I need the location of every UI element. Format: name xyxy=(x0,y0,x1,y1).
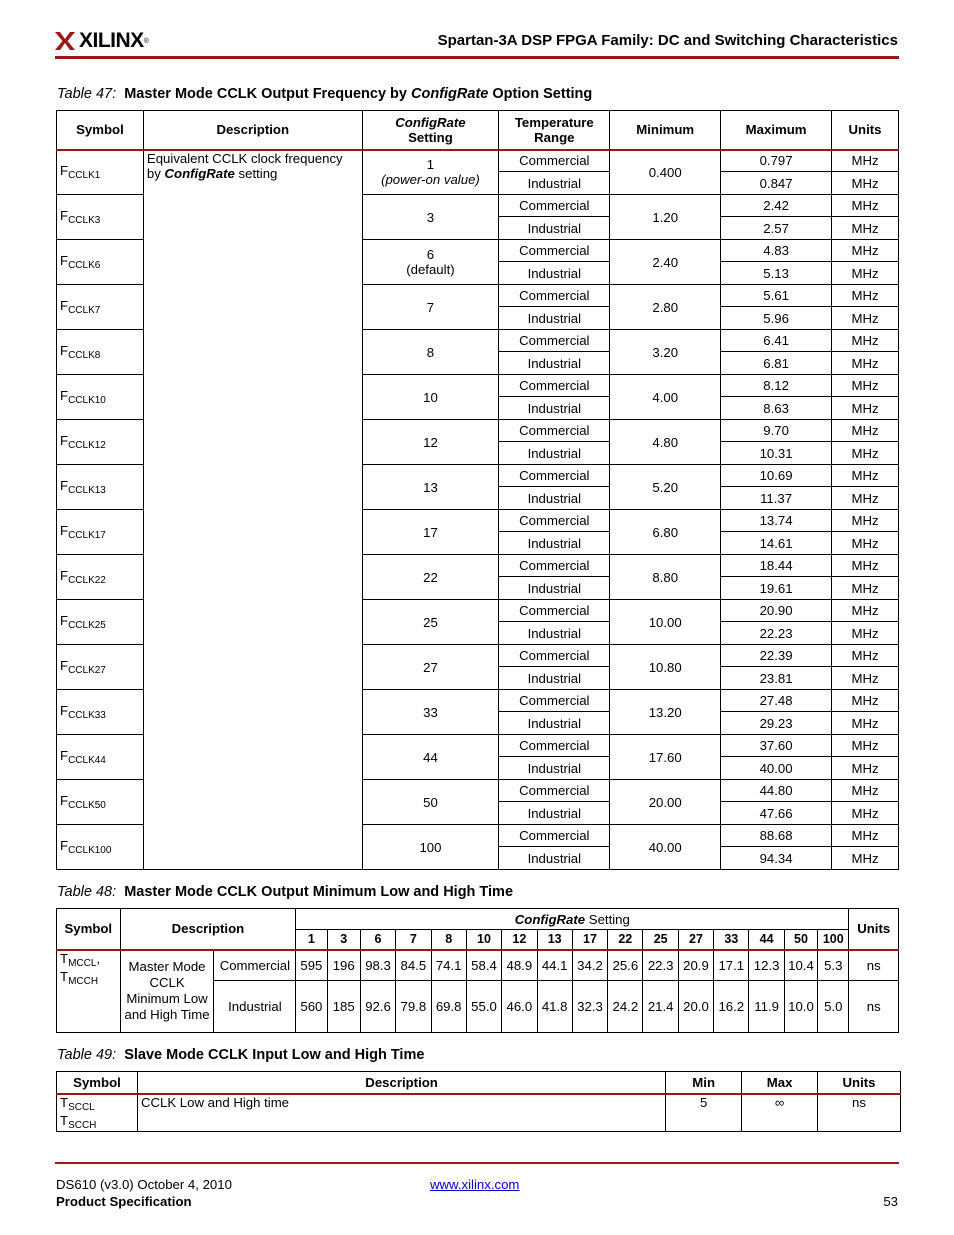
t47-maximum-commercial: 0.797 xyxy=(721,150,832,172)
t47-maximum-commercial: 22.39 xyxy=(721,645,832,667)
t47-symbol: $F_{CCLK44}$ xyxy=(57,735,144,780)
t47-configrate: 44 xyxy=(362,735,499,780)
t47-units: MHz xyxy=(832,420,899,442)
t47-units: MHz xyxy=(832,780,899,802)
table49-caption xyxy=(57,1047,424,1063)
t48-value-commercial: 44.1 xyxy=(537,950,572,981)
t47-temp-industrial: Industrial xyxy=(499,757,610,780)
table48 xyxy=(56,908,899,1033)
t47-units: MHz xyxy=(832,285,899,307)
t47-temp-commercial: Commercial xyxy=(499,420,610,442)
t47-symbol: $F_{CCLK100}$ xyxy=(57,825,144,870)
t48-header-setting: 44 xyxy=(749,930,784,950)
t47-temp-industrial: Industrial xyxy=(499,307,610,330)
t47-symbol: $F_{CCLK27}$ xyxy=(57,645,144,690)
t47-maximum-industrial: 8.63 xyxy=(721,397,832,420)
t47-description: Equivalent CCLK clock frequency by ConfigRate setting xyxy=(143,150,362,870)
t47-units: MHz xyxy=(832,690,899,712)
page-number: 53 xyxy=(883,1194,898,1209)
t48-value-commercial: 34.2 xyxy=(572,950,607,981)
t47-maximum-commercial: 20.90 xyxy=(721,600,832,622)
t47-units: MHz xyxy=(832,487,899,510)
t48-header-setting: 3 xyxy=(327,930,360,950)
t49-header-units: Units xyxy=(818,1072,901,1094)
t48-value-industrial: 46.0 xyxy=(502,981,537,1033)
table-row xyxy=(57,950,899,981)
t47-maximum-industrial: 5.13 xyxy=(721,262,832,285)
t48-header-setting: 50 xyxy=(784,930,817,950)
t48-value-industrial: 92.6 xyxy=(360,981,395,1033)
t47-temp-commercial: Commercial xyxy=(499,735,610,757)
t47-maximum-industrial: 22.23 xyxy=(721,622,832,645)
t47-minimum: 20.00 xyxy=(610,780,721,825)
t47-temp-commercial: Commercial xyxy=(499,825,610,847)
table48-caption xyxy=(57,884,513,900)
t47-configrate: 13 xyxy=(362,465,499,510)
t47-maximum-commercial: 5.61 xyxy=(721,285,832,307)
t47-configrate: 8 xyxy=(362,330,499,375)
t48-header-setting: 100 xyxy=(818,930,849,950)
t47-maximum-industrial: 29.23 xyxy=(721,712,832,735)
t47-header-temperature: Temperature Range xyxy=(499,111,610,150)
t47-units: MHz xyxy=(832,645,899,667)
t47-temp-industrial: Industrial xyxy=(499,442,610,465)
t47-temp-industrial: Industrial xyxy=(499,532,610,555)
t47-minimum: 6.80 xyxy=(610,510,721,555)
t48-header-setting: 8 xyxy=(431,930,466,950)
t48-value-industrial: 560 xyxy=(296,981,327,1033)
table47-title-post: Option Setting xyxy=(488,86,593,102)
t48-header-setting: 7 xyxy=(396,930,431,950)
t47-symbol: $F_{CCLK12}$ xyxy=(57,420,144,465)
t48-description: Master Mode CCLK Minimum Low and High Time xyxy=(120,950,214,1033)
t47-temp-commercial: Commercial xyxy=(499,780,610,802)
t47-configrate: 7 xyxy=(362,285,499,330)
t47-maximum-industrial: 6.81 xyxy=(721,352,832,375)
t47-maximum-commercial: 9.70 xyxy=(721,420,832,442)
t47-minimum: 13.20 xyxy=(610,690,721,735)
t48-header-setting: 33 xyxy=(714,930,749,950)
t47-header-symbol: Symbol xyxy=(57,111,144,150)
t48-symbol: $T_{MCCL}$, $T_{MCCH}$ xyxy=(57,950,121,1033)
t49-units: ns xyxy=(818,1094,901,1132)
t48-value-commercial: 10.4 xyxy=(784,950,817,981)
xilinx-logo xyxy=(55,28,149,54)
t47-units: MHz xyxy=(832,397,899,420)
table48-label: Table 48: xyxy=(57,884,117,900)
t47-maximum-commercial: 4.83 xyxy=(721,240,832,262)
t47-temp-commercial: Commercial xyxy=(499,600,610,622)
t47-units: MHz xyxy=(832,330,899,352)
t47-units: MHz xyxy=(832,735,899,757)
t47-symbol: $F_{CCLK8}$ xyxy=(57,330,144,375)
t47-header-maximum: Maximum xyxy=(721,111,832,150)
t47-temp-industrial: Industrial xyxy=(499,802,610,825)
t47-maximum-commercial: 2.42 xyxy=(721,195,832,217)
t47-units: MHz xyxy=(832,847,899,870)
t48-value-commercial: 98.3 xyxy=(360,950,395,981)
t47-units: MHz xyxy=(832,217,899,240)
t48-value-industrial: 11.9 xyxy=(749,981,784,1033)
t47-minimum: 2.80 xyxy=(610,285,721,330)
t48-value-industrial: 69.8 xyxy=(431,981,466,1033)
t47-units: MHz xyxy=(832,240,899,262)
t47-configrate: 22 xyxy=(362,555,499,600)
t47-minimum: 10.80 xyxy=(610,645,721,690)
footer-rule xyxy=(55,1162,899,1164)
t49-header-min: Min xyxy=(666,1072,742,1094)
t47-maximum-commercial: 27.48 xyxy=(721,690,832,712)
t47-symbol: $F_{CCLK22}$ xyxy=(57,555,144,600)
t47-units: MHz xyxy=(832,307,899,330)
t47-maximum-industrial: 40.00 xyxy=(721,757,832,780)
t47-symbol: $F_{CCLK13}$ xyxy=(57,465,144,510)
t49-symbol: $T_{SCCL}$ $T_{SCCH}$ xyxy=(57,1094,138,1132)
table47-label: Table 47: xyxy=(57,86,117,102)
t47-temp-industrial: Industrial xyxy=(499,577,610,600)
t48-header-setting: 25 xyxy=(643,930,678,950)
t47-configrate: 12 xyxy=(362,420,499,465)
footer-doc-id: DS610 (v3.0) October 4, 2010 xyxy=(56,1177,232,1192)
t47-minimum: 40.00 xyxy=(610,825,721,870)
t47-maximum-industrial: 23.81 xyxy=(721,667,832,690)
t47-temp-commercial: Commercial xyxy=(499,465,610,487)
table47 xyxy=(56,110,899,870)
t47-units: MHz xyxy=(832,757,899,780)
t48-value-commercial: 84.5 xyxy=(396,950,431,981)
t48-value-commercial: 58.4 xyxy=(466,950,501,981)
t49-header-max: Max xyxy=(742,1072,818,1094)
t47-units: MHz xyxy=(832,825,899,847)
t47-maximum-industrial: 0.847 xyxy=(721,172,832,195)
t47-temp-commercial: Commercial xyxy=(499,645,610,667)
t48-header-setting: 13 xyxy=(537,930,572,950)
t49-header-symbol: Symbol xyxy=(57,1072,138,1094)
t48-value-commercial: 25.6 xyxy=(608,950,643,981)
t47-temp-industrial: Industrial xyxy=(499,712,610,735)
t47-maximum-commercial: 18.44 xyxy=(721,555,832,577)
t47-minimum: 4.80 xyxy=(610,420,721,465)
t48-value-industrial: 16.2 xyxy=(714,981,749,1033)
t48-header-units: Units xyxy=(849,909,899,950)
t47-minimum: 2.40 xyxy=(610,240,721,285)
t47-units: MHz xyxy=(832,150,899,172)
t48-value-industrial: 55.0 xyxy=(466,981,501,1033)
t48-temp-industrial: Industrial xyxy=(214,981,296,1033)
t47-header-minimum: Minimum xyxy=(610,111,721,150)
t47-temp-commercial: Commercial xyxy=(499,195,610,217)
t48-value-industrial: 185 xyxy=(327,981,360,1033)
t47-symbol: $F_{CCLK17}$ xyxy=(57,510,144,555)
t47-symbol: $F_{CCLK1}$ xyxy=(57,150,144,195)
footer-website-link[interactable]: www.xilinx.com xyxy=(430,1177,520,1192)
t47-minimum: 10.00 xyxy=(610,600,721,645)
t48-value-commercial: 5.3 xyxy=(818,950,849,981)
t47-minimum: 1.20 xyxy=(610,195,721,240)
t47-temp-industrial: Industrial xyxy=(499,847,610,870)
t47-header-units: Units xyxy=(832,111,899,150)
t47-symbol: $F_{CCLK25}$ xyxy=(57,600,144,645)
t47-units: MHz xyxy=(832,262,899,285)
t47-maximum-industrial: 5.96 xyxy=(721,307,832,330)
t48-value-commercial: 196 xyxy=(327,950,360,981)
t47-maximum-commercial: 6.41 xyxy=(721,330,832,352)
t48-temp-commercial: Commercial xyxy=(214,950,296,981)
t48-value-industrial: 10.0 xyxy=(784,981,817,1033)
t48-value-commercial: 48.9 xyxy=(502,950,537,981)
t47-units: MHz xyxy=(832,712,899,735)
t49-min: 5 xyxy=(666,1094,742,1132)
t47-configrate: 10 xyxy=(362,375,499,420)
t47-configrate: 17 xyxy=(362,510,499,555)
t47-units: MHz xyxy=(832,600,899,622)
t47-maximum-commercial: 44.80 xyxy=(721,780,832,802)
table47-title-italic: ConfigRate xyxy=(411,86,489,102)
t47-temp-commercial: Commercial xyxy=(499,150,610,172)
t47-units: MHz xyxy=(832,172,899,195)
t47-temp-commercial: Commercial xyxy=(499,375,610,397)
t47-configrate: 25 xyxy=(362,600,499,645)
t47-symbol: $F_{CCLK50}$ xyxy=(57,780,144,825)
t47-maximum-industrial: 14.61 xyxy=(721,532,832,555)
t47-minimum: 4.00 xyxy=(610,375,721,420)
t47-temp-industrial: Industrial xyxy=(499,667,610,690)
t47-symbol: $F_{CCLK33}$ xyxy=(57,690,144,735)
t47-temp-industrial: Industrial xyxy=(499,487,610,510)
t48-value-industrial: 32.3 xyxy=(572,981,607,1033)
xilinx-x-icon xyxy=(55,32,75,50)
t47-configrate: 50 xyxy=(362,780,499,825)
t49-header-description: Description xyxy=(137,1072,665,1094)
t47-temp-industrial: Industrial xyxy=(499,622,610,645)
t48-value-industrial: 41.8 xyxy=(537,981,572,1033)
table47-caption xyxy=(57,86,592,102)
t47-units: MHz xyxy=(832,375,899,397)
t48-header-description: Description xyxy=(120,909,296,950)
t48-header-setting: 22 xyxy=(608,930,643,950)
t47-symbol: $F_{CCLK3}$ xyxy=(57,195,144,240)
t47-temp-commercial: Commercial xyxy=(499,285,610,307)
t47-minimum: 8.80 xyxy=(610,555,721,600)
t47-units: MHz xyxy=(832,577,899,600)
t47-maximum-industrial: 94.34 xyxy=(721,847,832,870)
t47-maximum-commercial: 88.68 xyxy=(721,825,832,847)
t48-units: ns xyxy=(849,950,899,981)
t47-maximum-industrial: 2.57 xyxy=(721,217,832,240)
t47-maximum-industrial: 19.61 xyxy=(721,577,832,600)
t47-symbol: $F_{CCLK7}$ xyxy=(57,285,144,330)
t49-description: CCLK Low and High time xyxy=(137,1094,665,1132)
t47-configrate: 1 (power-on value) xyxy=(362,150,499,195)
t47-configrate: 3 xyxy=(362,195,499,240)
t48-value-industrial: 79.8 xyxy=(396,981,431,1033)
table48-title: Master Mode CCLK Output Minimum Low and High Time xyxy=(124,884,514,900)
t47-units: MHz xyxy=(832,510,899,532)
t47-header-configrate: ConfigRate Setting xyxy=(362,111,499,150)
t48-header-setting: 6 xyxy=(360,930,395,950)
footer-spec: Product Specification xyxy=(56,1194,192,1209)
brand-name: XILINX xyxy=(79,29,144,52)
t47-maximum-industrial: 10.31 xyxy=(721,442,832,465)
t48-value-industrial: 24.2 xyxy=(608,981,643,1033)
t48-header-setting: 12 xyxy=(502,930,537,950)
t47-maximum-commercial: 10.69 xyxy=(721,465,832,487)
t47-symbol: $F_{CCLK10}$ xyxy=(57,375,144,420)
table49-label: Table 49: xyxy=(57,1047,117,1063)
t47-maximum-commercial: 37.60 xyxy=(721,735,832,757)
t47-maximum-industrial: 11.37 xyxy=(721,487,832,510)
t47-configrate: 6 (default) xyxy=(362,240,499,285)
t47-minimum: 17.60 xyxy=(610,735,721,780)
t47-units: MHz xyxy=(832,465,899,487)
t47-units: MHz xyxy=(832,532,899,555)
brand-reg: ® xyxy=(143,37,149,45)
t47-units: MHz xyxy=(832,622,899,645)
t47-maximum-commercial: 8.12 xyxy=(721,375,832,397)
table47-title-pre: Master Mode CCLK Output Frequency by xyxy=(124,86,412,102)
t48-value-industrial: 5.0 xyxy=(818,981,849,1033)
t47-temp-industrial: Industrial xyxy=(499,352,610,375)
t47-temp-industrial: Industrial xyxy=(499,217,610,240)
t47-temp-commercial: Commercial xyxy=(499,690,610,712)
t48-header-configrate: ConfigRate Setting xyxy=(296,909,849,930)
t47-temp-commercial: Commercial xyxy=(499,510,610,532)
t47-minimum: 0.400 xyxy=(610,150,721,195)
t47-configrate: 27 xyxy=(362,645,499,690)
t47-units: MHz xyxy=(832,555,899,577)
t47-configrate: 33 xyxy=(362,690,499,735)
t48-units: ns xyxy=(849,981,899,1033)
t47-temp-commercial: Commercial xyxy=(499,330,610,352)
t48-header-setting: 10 xyxy=(466,930,501,950)
t47-configrate: 100 xyxy=(362,825,499,870)
t47-temp-industrial: Industrial xyxy=(499,172,610,195)
t48-header-symbol: Symbol xyxy=(57,909,121,950)
t47-temp-commercial: Commercial xyxy=(499,555,610,577)
t47-temp-commercial: Commercial xyxy=(499,240,610,262)
t47-header-description: Description xyxy=(143,111,362,150)
t47-temp-industrial: Industrial xyxy=(499,262,610,285)
t48-value-commercial: 22.3 xyxy=(643,950,678,981)
header-rule xyxy=(55,56,899,59)
t48-header-setting: 27 xyxy=(678,930,713,950)
table49 xyxy=(56,1071,901,1132)
page-title: Spartan-3A DSP FPGA Family: DC and Switching Characteristics xyxy=(437,32,898,49)
t49-max: ∞ xyxy=(742,1094,818,1132)
table49-title: Slave Mode CCLK Input Low and High Time xyxy=(124,1047,425,1063)
t48-value-commercial: 17.1 xyxy=(714,950,749,981)
t47-minimum: 5.20 xyxy=(610,465,721,510)
t48-header-setting: 1 xyxy=(296,930,327,950)
table-row xyxy=(57,1094,901,1132)
t48-value-industrial: 21.4 xyxy=(643,981,678,1033)
t47-units: MHz xyxy=(832,802,899,825)
t48-value-industrial: 20.0 xyxy=(678,981,713,1033)
t47-units: MHz xyxy=(832,195,899,217)
t47-maximum-industrial: 47.66 xyxy=(721,802,832,825)
t47-maximum-commercial: 13.74 xyxy=(721,510,832,532)
t48-value-commercial: 74.1 xyxy=(431,950,466,981)
t47-symbol: $F_{CCLK6}$ xyxy=(57,240,144,285)
t48-value-commercial: 20.9 xyxy=(678,950,713,981)
t48-value-commercial: 595 xyxy=(296,950,327,981)
t48-value-commercial: 12.3 xyxy=(749,950,784,981)
t47-units: MHz xyxy=(832,667,899,690)
t47-temp-industrial: Industrial xyxy=(499,397,610,420)
t47-units: MHz xyxy=(832,442,899,465)
t47-minimum: 3.20 xyxy=(610,330,721,375)
t47-units: MHz xyxy=(832,352,899,375)
t48-header-setting: 17 xyxy=(572,930,607,950)
table-row xyxy=(57,150,899,172)
